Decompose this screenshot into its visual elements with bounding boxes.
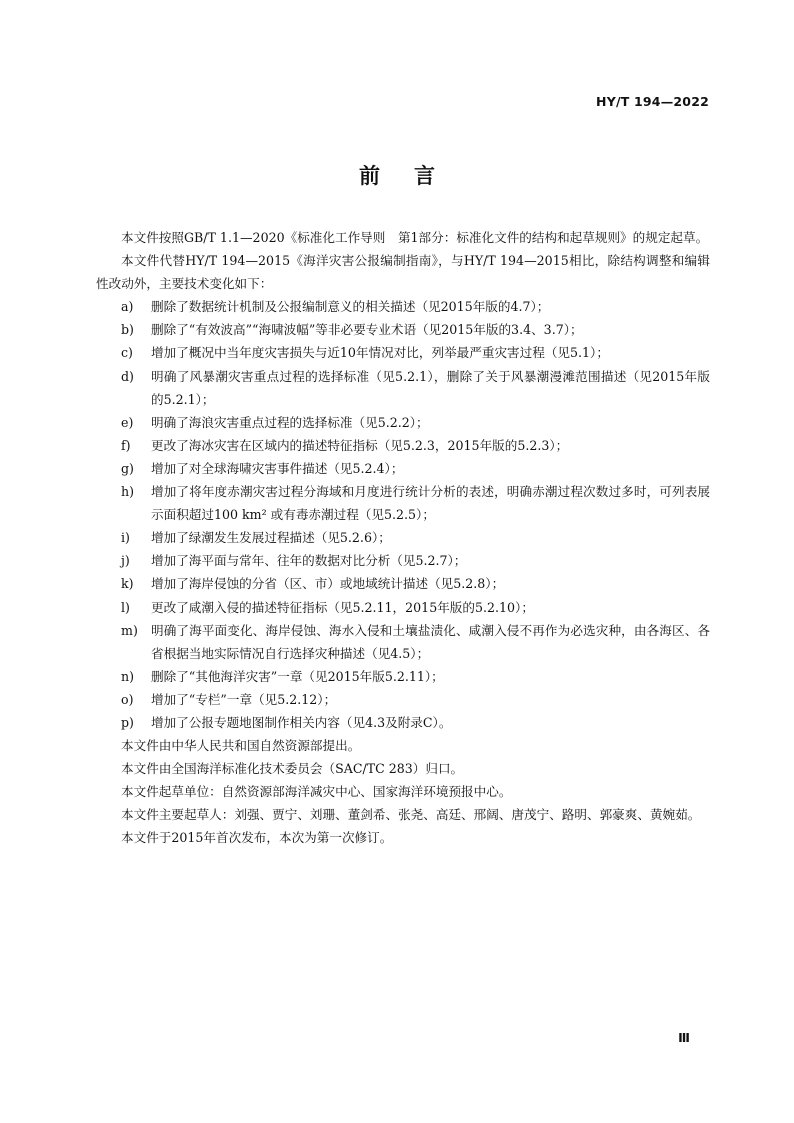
list-item <box>96 596 710 619</box>
closing-paragraph: 本文件于2015年首次发布，本次为第一次修订。 <box>121 830 393 846</box>
list-item-text: 更改了咸潮入侵的描述特征指标（见5.2.11，2015年版的5.2.10）； <box>151 599 534 615</box>
list-marker: h) <box>121 484 135 500</box>
list-marker: e) <box>121 414 134 430</box>
list-item <box>96 341 710 364</box>
list-item <box>96 457 710 480</box>
foreword-body <box>96 226 710 850</box>
list-item-text: 增加了将年度赤潮灾害过程分海域和月度进行统计分析的表述，明确赤潮过程次数过多时，可列表展示面积超过100 km² 或有毒赤潮过程（见5.2.5）； <box>151 484 710 523</box>
list-item <box>96 711 710 734</box>
list-marker: g) <box>121 460 134 476</box>
list-marker: b) <box>121 322 134 338</box>
intro-paragraph: 本文件代替HY/T 194—2015《海洋灾害公报编制指南》，与HY/T 194—2015相比，除结构调整和编辑性改动外，主要技术变化如下： <box>96 253 710 292</box>
list-item-text: 增加了“专栏”一章（见5.2.12）； <box>151 691 337 707</box>
list-marker: f) <box>121 437 131 453</box>
list-marker: l) <box>121 599 130 615</box>
list-marker: i) <box>121 530 130 546</box>
list-item <box>96 526 710 549</box>
list-item <box>96 318 710 341</box>
list-item-text: 删除了“有效波高”“海啸波幅”等非必要专业术语（见2015年版的3.4、3.7）； <box>151 322 583 338</box>
list-item-text: 明确了风暴潮灾害重点过程的选择标准（见5.2.1），删除了关于风暴潮漫滩范围描述（见2015年版的5.2.1）； <box>151 368 710 407</box>
list-item-text: 增加了对全球海啸灾害事件描述（见5.2.4）； <box>151 460 404 476</box>
list-item <box>96 572 710 595</box>
list-item <box>96 480 710 526</box>
closing-paragraph: 本文件由中华人民共和国自然资源部提出。 <box>121 738 361 754</box>
list-item <box>96 295 710 318</box>
list-item-text: 明确了海浪灾害重点过程的选择标准（见5.2.2）； <box>151 414 429 430</box>
list-item <box>96 619 710 665</box>
list-item-text: 增加了绿潮发生发展过程描述（见5.2.6）； <box>151 530 391 546</box>
list-item <box>96 365 710 411</box>
list-item-text: 增加了概况中当年度灾害损失与近10年情况对比，列举最严重灾害过程（见5.1）； <box>151 345 609 361</box>
changes-list <box>96 295 710 734</box>
closing-paragraph: 本文件主要起草人：刘强、贾宁、刘珊、董剑希、张尧、高廷、邢阔、唐茂宁、路明、郭豪爽、黄婉茹。 <box>121 807 701 823</box>
list-marker: p) <box>121 714 134 730</box>
list-marker: o) <box>121 691 134 707</box>
list-item-text: 增加了公报专题地图制作相关内容（见4.3及附录C）。 <box>151 714 452 730</box>
list-marker: j) <box>121 553 130 569</box>
list-item-text: 删除了数据统计机制及公报编制意义的相关描述（见2015年版的4.7）； <box>151 299 550 315</box>
list-item <box>96 434 710 457</box>
list-marker: m) <box>121 622 138 638</box>
list-item <box>96 688 710 711</box>
list-item-text: 删除了“其他海洋灾害”一章（见2015年版5.2.11）； <box>151 668 444 684</box>
list-item-text: 增加了海岸侵蚀的分省（区、市）或地域统计描述（见5.2.8）； <box>151 576 505 592</box>
intro-paragraph: 本文件按照GB/T 1.1—2020《标准化工作导则 第1部分：标准化文件的结构和起草规则》的规定起草。 <box>121 230 709 245</box>
list-marker: n) <box>121 668 135 684</box>
page-title: 前言 <box>359 164 469 188</box>
closing-paragraph: 本文件起草单位：自然资源部海洋减灾中心、国家海洋环境预报中心。 <box>121 784 512 800</box>
list-marker: k) <box>121 576 134 592</box>
standard-code: HY/T 194—2022 <box>596 94 709 109</box>
list-item <box>96 549 710 572</box>
page-number: Ⅲ <box>678 1030 690 1045</box>
list-marker: c) <box>121 345 133 361</box>
list-marker: d) <box>121 368 134 384</box>
list-item-text: 增加了海平面与常年、往年的数据对比分析（见5.2.7）； <box>151 553 467 569</box>
list-item-text: 更改了海冰灾害在区域内的描述特征指标（见5.2.3，2015年版的5.2.3）； <box>151 437 569 453</box>
closing-paragraph: 本文件由全国海洋标准化技术委员会（SAC/TC 283）归口。 <box>121 761 464 777</box>
list-item <box>96 665 710 688</box>
list-item-text: 明确了海平面变化、海岸侵蚀、海水入侵和土壤盐渍化、咸潮入侵不再作为必选灾种，由各海区、各省根据当地实际情况自行选择灾种描述（见4.5）； <box>151 622 710 661</box>
list-marker: a) <box>121 299 134 315</box>
list-item <box>96 411 710 434</box>
